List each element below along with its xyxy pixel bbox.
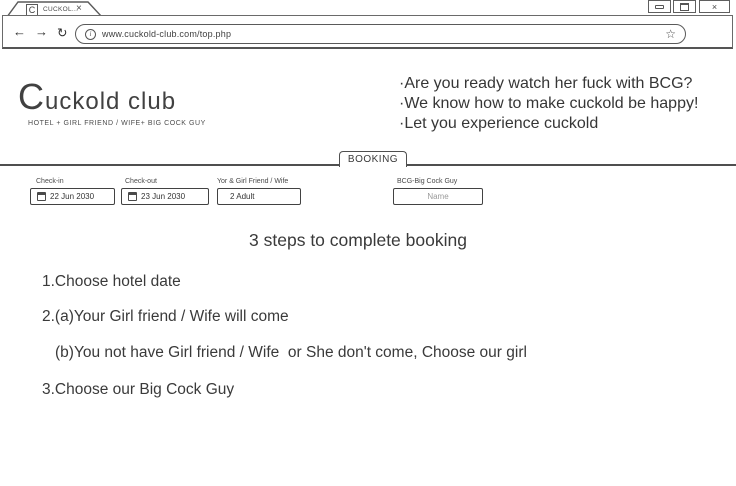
guests-label: Yor & Girl Friend / Wife <box>217 178 289 185</box>
step-item: 2.(a)Your Girl friend / Wife will come <box>42 308 289 325</box>
tab-title: CUCKOL... <box>43 6 79 13</box>
maximize-icon <box>680 3 689 11</box>
checkout-input[interactable] <box>141 192 204 201</box>
logo-rest: uckold club <box>45 88 177 115</box>
logo-initial: C <box>18 76 45 117</box>
calendar-icon <box>128 192 137 201</box>
bookmark-star-icon[interactable]: ☆ <box>665 27 676 41</box>
site-info-icon[interactable]: i <box>85 29 96 40</box>
window-maximize-button[interactable] <box>673 0 696 13</box>
bcg-name-input[interactable] <box>398 192 478 201</box>
promo-bullet: ·Let you experience cuckold <box>399 115 599 132</box>
bcg-label: BCG-Big Cock Guy <box>397 178 458 185</box>
step-item: 1.Choose hotel date <box>42 273 181 290</box>
checkout-field[interactable] <box>121 188 209 205</box>
tab-favicon-icon: C <box>26 4 38 16</box>
window-minimize-button[interactable] <box>648 0 671 13</box>
tab-close-icon[interactable]: × <box>76 3 82 14</box>
address-bar[interactable] <box>75 24 686 44</box>
checkin-field[interactable] <box>30 188 115 205</box>
step-item: 3.Choose our Big Cock Guy <box>42 381 235 398</box>
site-logo <box>18 76 176 118</box>
checkin-input[interactable] <box>50 192 110 201</box>
window-close-button[interactable]: × <box>699 0 730 13</box>
promo-bullet: ·We know how to make cuckold be happy! <box>399 95 699 112</box>
checkout-label: Check-out <box>125 178 157 185</box>
url-text[interactable]: www.cuckold-club.com/top.php <box>102 29 232 39</box>
back-icon[interactable]: ← <box>13 24 26 39</box>
steps-heading: 3 steps to complete booking <box>249 230 467 250</box>
minimize-icon <box>655 5 664 9</box>
guests-input[interactable] <box>222 192 296 201</box>
promo-bullet: ·Are you ready watch her fuck with BCG? <box>399 75 693 92</box>
guests-field[interactable] <box>217 188 301 205</box>
tab-booking[interactable]: BOOKING <box>339 151 407 167</box>
bcg-field[interactable] <box>393 188 483 205</box>
checkin-label: Check-in <box>36 178 64 185</box>
site-tagline: HOTEL + GIRL FRIEND / WIFE+ BIG COCK GUY <box>28 120 206 127</box>
reload-icon[interactable]: ↻ <box>57 26 68 40</box>
forward-icon[interactable]: → <box>35 24 48 39</box>
calendar-icon <box>37 192 46 201</box>
promo-bullets <box>399 74 719 134</box>
step-item: (b)You not have Girl friend / Wife or She don't come, Choose our girl <box>55 344 527 361</box>
